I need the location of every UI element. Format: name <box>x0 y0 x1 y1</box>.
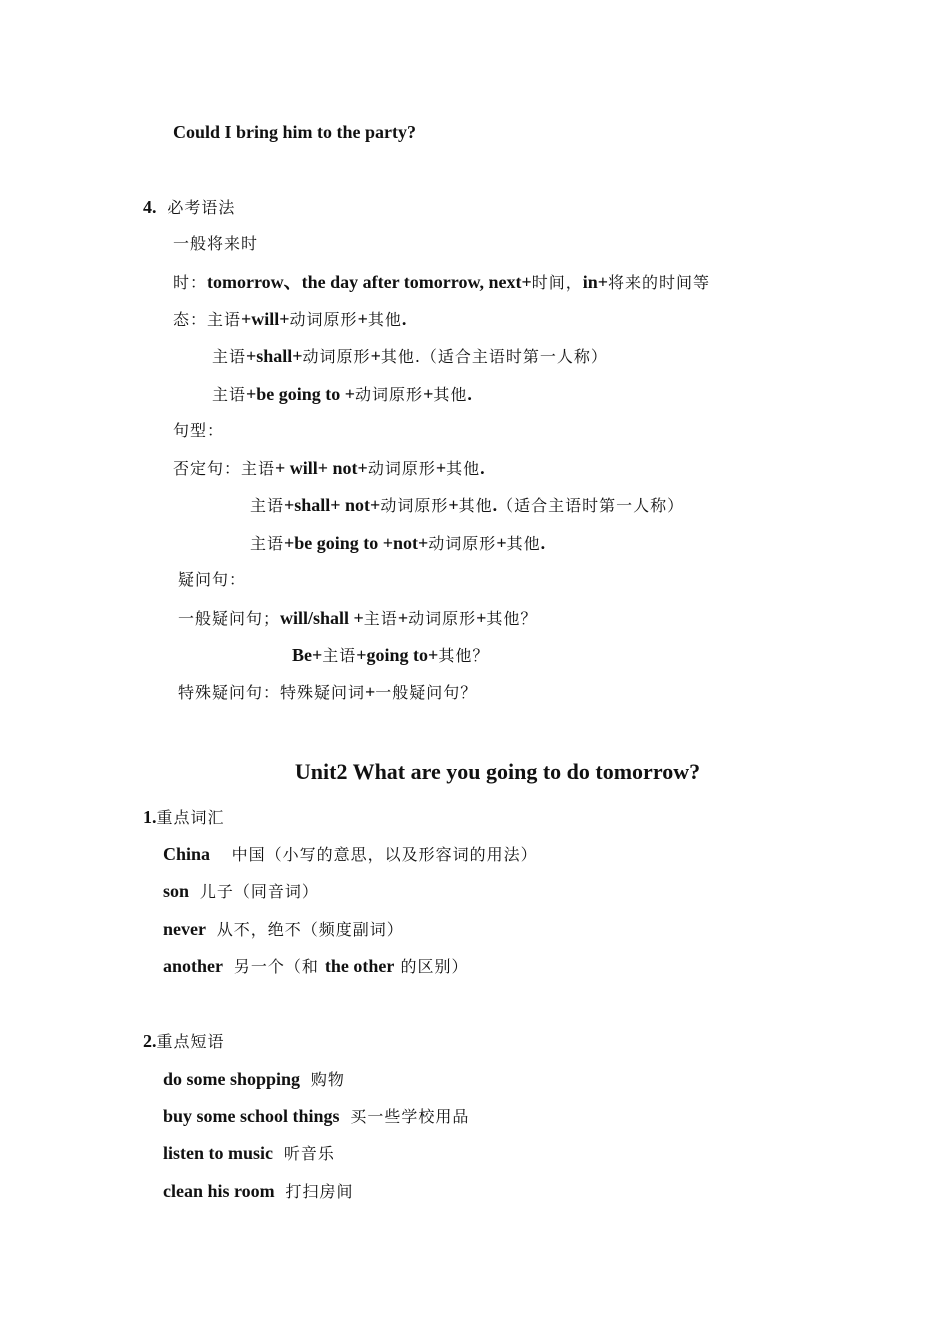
formula-token: + will+ not+ <box>275 458 368 478</box>
unit-title: Unit2 What are you going to do tomorrow? <box>294 759 701 784</box>
vocab-item: China 中国（小写的意思，以及形容词的用法） <box>163 844 538 864</box>
phrase-item: clean his room 打扫房间 <box>163 1181 354 1201</box>
form-line-3 <box>212 383 472 406</box>
vocab-item: another 另一个（和 the other 的区别） <box>163 956 469 976</box>
formula-token: + <box>423 384 434 404</box>
form-line-2 <box>212 345 608 368</box>
formula-text: 其他 <box>433 385 468 404</box>
negative-line-1: 否定句：主语+ will+ not+动词原形+其他. <box>173 458 485 478</box>
formula-text: 动词原形 <box>355 385 424 404</box>
formula-text: 其他？ <box>486 609 538 628</box>
vocab-item: son 儿子（同音词） <box>163 881 319 901</box>
formula-token: +will+ <box>241 309 290 329</box>
formula-token: . <box>467 384 472 404</box>
formula-text: 动词原形 <box>289 310 358 329</box>
formula-token: + <box>476 608 487 628</box>
formula-text: （适合主语时第一人称） <box>497 496 685 515</box>
formula-token: + <box>397 608 409 628</box>
formula-token: + <box>357 309 368 329</box>
formula-token: +be going to +not+ <box>284 533 429 553</box>
question-label: 疑问句： <box>178 570 247 589</box>
formula-text: 动词原形 <box>428 534 497 553</box>
formula-text: 其他 <box>506 534 541 553</box>
negative-line-3 <box>250 532 545 555</box>
formula-token: + <box>435 458 447 478</box>
formula-text: 主语 <box>363 609 398 628</box>
formula-token: Be+ <box>292 645 323 665</box>
formula-text: 主语 <box>212 347 247 366</box>
formula-text: 主语 <box>250 496 285 515</box>
formula-token: +shall+ not+ <box>284 495 381 515</box>
formula-text: 主语 <box>212 385 247 404</box>
pattern-label: 句型： <box>173 421 225 440</box>
formula-text: 其他 <box>458 496 493 515</box>
vocab-item: never 从不，绝不（频度副词） <box>163 919 404 939</box>
vocab-heading: 1.重点词汇 <box>143 807 225 827</box>
formula-text: 动词原形 <box>380 496 449 515</box>
phrase-item: do some shopping 购物 <box>163 1069 345 1089</box>
negative-line-2 <box>250 494 684 517</box>
formula-text: 其他.（适合主语时第一人称） <box>380 347 608 366</box>
general-question-line-1: 一般疑问句；will/shall +主语+动词原形+其他？ <box>178 608 538 628</box>
formula-text: 动词原形 <box>408 609 477 628</box>
formula-text: 一般疑问句？ <box>375 683 478 702</box>
formula-token: . <box>492 495 498 515</box>
formula-token: will/shall + <box>280 608 364 628</box>
special-question-line: 特殊疑问句：特殊疑问词+一般疑问句？ <box>178 682 478 702</box>
formula-token: + <box>370 346 381 366</box>
formula-token: +be going to + <box>246 384 356 404</box>
formula-text: 主语 <box>250 534 285 553</box>
formula-text: 主语 <box>207 310 242 329</box>
formula-token: +shall+ <box>246 346 303 366</box>
formula-text: 其他 <box>367 310 402 329</box>
formula-token: . <box>480 458 485 478</box>
formula-text: 动词原形 <box>367 459 436 478</box>
formula-token: . <box>401 309 407 329</box>
formula-text: 主语 <box>322 646 357 665</box>
phrase-item: buy some school things 买一些学校用品 <box>163 1106 470 1126</box>
grammar-heading: 4. 必考语法 <box>143 197 236 217</box>
formula-token: . <box>540 533 546 553</box>
phrases-heading: 2.重点短语 <box>143 1031 225 1051</box>
example-sentence: Could I bring him to the party? <box>173 122 417 142</box>
formula-token: + <box>496 533 507 553</box>
formula-text: 特殊疑问词 <box>280 683 366 702</box>
formula-text: 主语 <box>241 459 276 478</box>
form-line-1: 态：主语+will+动词原形+其他. <box>173 309 407 329</box>
formula-text: 其他？ <box>438 646 490 665</box>
grammar-topic: 一般将来时 <box>173 234 259 253</box>
phrase-item: listen to music 听音乐 <box>163 1143 335 1163</box>
time-words-line: 时：tomorrow、the day after tomorrow, next+时间，in+将来的时间等 <box>173 272 711 292</box>
formula-text: 动词原形 <box>302 347 371 366</box>
formula-token: +going to+ <box>356 645 439 665</box>
formula-token: + <box>365 682 376 702</box>
formula-token: + <box>448 495 459 515</box>
formula-text: 其他 <box>446 459 481 478</box>
general-question-line-2 <box>292 644 489 667</box>
